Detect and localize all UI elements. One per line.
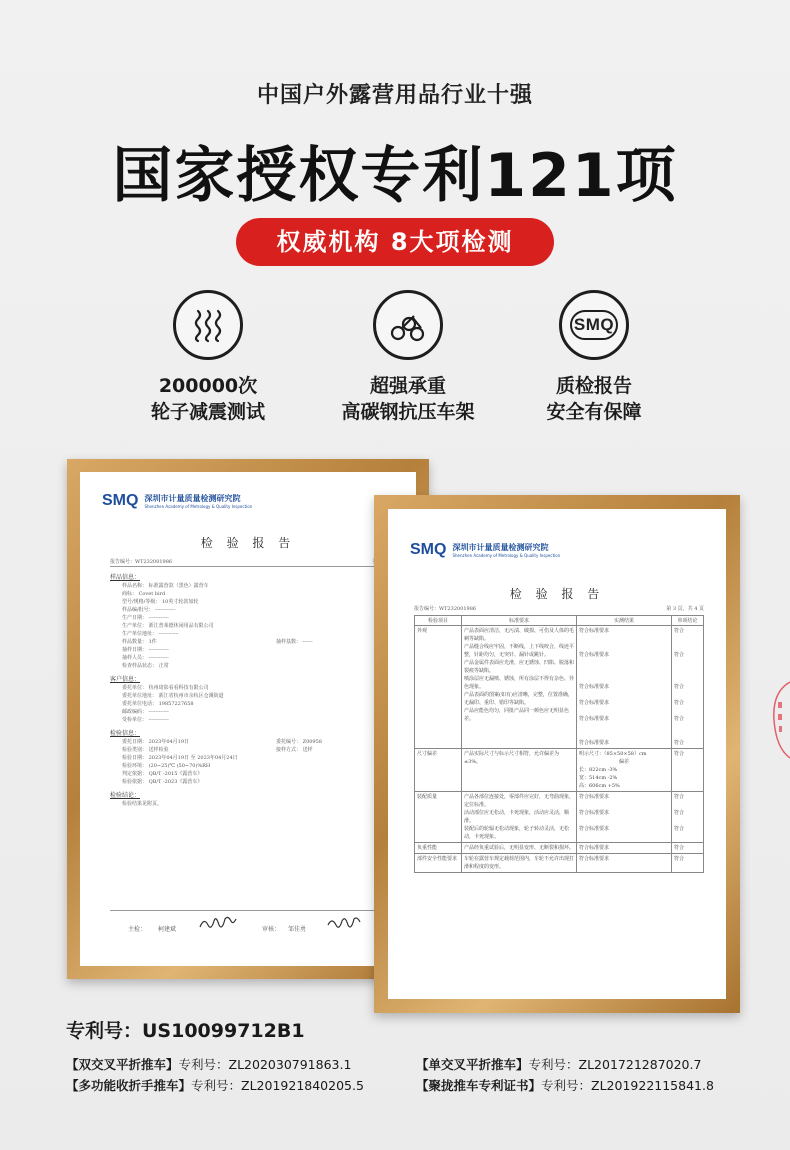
field: 样品数量： 1件 (122, 639, 157, 645)
table-cell: 产品表面的图案(如有)应清晰，完整，位置准确，无漏印、重印、错印等缺陷。 (464, 692, 573, 706)
patent-main: 专利号：US10099712B1 (66, 1020, 305, 1042)
table-cell: 符合标准要求 (579, 794, 610, 800)
patent-item (66, 1055, 351, 1073)
patent-item (416, 1055, 701, 1073)
table-cell: 符合 (674, 826, 685, 832)
table-cell: 产品各部位连接处，零部件应完好，无弯曲现象，定位标准。 (464, 794, 575, 808)
patent-name: 【双交叉平折推车】 (66, 1057, 179, 1072)
table-cell: 车轮在露营车规定载荷范围内，车轮不允许出现打滑和程度的变形。 (464, 856, 575, 870)
field: 接样方式： 送样 (276, 747, 313, 753)
certificate-frame-right (374, 495, 740, 1013)
table-cell: 装配质量 (415, 792, 462, 843)
field: 抽样人员： ------------ (122, 655, 169, 661)
table-cell: 长：822cm -3% (579, 767, 618, 773)
table-header: 单项结论 (672, 616, 704, 626)
feature-line1: 200000次 (158, 375, 258, 397)
page-number: 第 3 页，共 4 页 (666, 606, 704, 612)
institute-name-en: Shenzhen Academy of Metrology & Quality Inspection (452, 553, 561, 558)
approver-label: 主检： (128, 926, 147, 933)
patent-label: 专利号： (541, 1078, 592, 1093)
table-cell: 产品应能色均匀，同批产品同一颜色应无明显色差。 (464, 708, 570, 722)
table-header: 实测结果 (577, 616, 672, 626)
field: 抽样基数： ------ (276, 639, 313, 645)
table-cell: 高：606cm +5% (579, 783, 620, 789)
smq-logo: SMQ (102, 492, 139, 509)
section-client: 客户信息： (110, 676, 141, 683)
smq-logo: SMQ (410, 541, 447, 558)
table-cell: 产品金属件表面应光滑，应无锈蚀、凹陷、脱落和裂痕等缺陷。 (464, 660, 575, 674)
field: 检验日期： 2023年04月19日 至 2023年04月24日 (122, 755, 238, 761)
table-cell: 符合 (674, 751, 685, 757)
table-cell: 符合 (674, 794, 685, 800)
feature-line2: 安全有保障 (546, 401, 642, 423)
field: 样品编/批号： ------------ (122, 607, 176, 613)
field: 生产日期： ------------ (122, 615, 169, 621)
institute-name: 深圳市计量质量检测研究院 (452, 543, 549, 552)
patent-name: 【聚拢推车专利证书】 (416, 1078, 542, 1093)
reviewer-label: 审核： (262, 926, 281, 933)
smq-icon-text: SMQ (573, 315, 615, 334)
table-cell: 部件安全性能要求 (415, 854, 462, 873)
table-header: 标准要求 (462, 616, 577, 626)
field: 商标： Covet bird (122, 591, 166, 597)
table-cell: 产品表面应清洁，无污渍、破损、可伤及人体的毛刺等缺陷。 (464, 628, 575, 642)
table-cell: 符合 (674, 845, 685, 851)
field: 检查样品状态： 正常 (122, 663, 169, 669)
patent-label: 专利号： (178, 1057, 229, 1072)
feature-line2: 高碳钢抗压车架 (341, 401, 475, 423)
feature-line2: 轮子减震测试 (150, 401, 265, 423)
table-cell: 符合 (674, 700, 685, 706)
table-cell: 活动部位应无松动，卡死现象，活动应灵活，顺滑。 (464, 810, 570, 824)
patent-label: 专利号： (528, 1057, 579, 1072)
table-cell: 产品缝合线应牢固，不断线，上下线咬合，线迹平整，针距均匀，无突针、漏针或跳针。 (464, 644, 575, 658)
table-cell: 产品经负重试验后，无明显变形、无断裂和损坏。 (464, 845, 575, 851)
inspection-badge: 权威机构 8大项检测 (236, 218, 554, 266)
table-cell: 符合 (674, 652, 685, 658)
table-cell: 符合 (674, 740, 685, 746)
table-cell: 符合 (674, 628, 685, 634)
table-header: 检验项目 (415, 616, 462, 626)
feature-shock-test (98, 290, 318, 425)
table-cell: 符合标准要求 (579, 845, 610, 851)
table-cell: 符合标准要求 (579, 652, 610, 658)
table-cell: 符合 (674, 810, 685, 816)
results-table (414, 615, 704, 873)
institute-name-en: Shenzhen Academy of Metrology & Quality Inspection (144, 504, 253, 509)
table-cell: 符合标准要求 (579, 628, 610, 634)
field: 生产单位地址： ------------ (122, 631, 179, 637)
certificate-paper-right (388, 509, 726, 999)
reviewer-name: 邹佳勇 (288, 926, 307, 933)
field: 检验环境： (20~25)℃ (50~70)%RH (122, 763, 211, 769)
report-number: 报告编号：WT232001986 (414, 606, 477, 612)
table-row (415, 843, 704, 854)
signature-scribble (198, 915, 238, 933)
table-cell: 符合 (674, 716, 685, 722)
table-cell: 符合 (674, 684, 685, 690)
approver-name: 柯建斌 (158, 926, 177, 933)
field: 生产单位： 浙江普莱德休闲用品有限公司 (122, 623, 214, 629)
table-cell: 符合标准要求 (579, 810, 610, 816)
table-cell: 喷涂层应无漏喷、锈蚀，所有涂层不得有杂色、异色现象。 (464, 676, 575, 690)
field: 受检单位： ------------ (122, 717, 169, 723)
field: 委托编号： Z00958 (276, 739, 322, 745)
table-cell: 符合标准要求 (579, 716, 610, 722)
table-row (415, 854, 704, 873)
patent-name: 【多功能收折手推车】 (66, 1078, 192, 1093)
smq-badge-icon (559, 290, 629, 360)
field: 型号/规格/等级： 10英寸轮款加轮 (122, 599, 199, 605)
seal-stamp (770, 680, 790, 760)
report-header (102, 492, 252, 510)
field: 检验依据： QB/T -2023《露营车》 (122, 779, 203, 785)
table-row (415, 626, 704, 749)
field: 委托单位： 杭州琦影看看科技有限公司 (122, 685, 209, 691)
table-cell: 装配后的轮辐无松动现象，轮子转动灵活，无松动，卡死现象。 (464, 826, 570, 840)
table-cell: 偏差 (619, 759, 630, 765)
steel-tubes-icon (373, 290, 443, 360)
field: 检验结果见附页。 (122, 801, 163, 807)
table-cell: 明示尺寸：（85×50×58）cm (579, 751, 647, 757)
field: 邮政编码： ------------ (122, 709, 169, 715)
patent-number: ZL201922115841.8 (591, 1078, 714, 1093)
field: 检验类别： 送样检验 (122, 747, 169, 753)
table-cell: 产品实际尺寸与标示尺寸相符，允许偏差为±3%。 (464, 751, 560, 765)
table-cell: 符合标准要求 (579, 740, 610, 746)
patent-label: 专利号： (191, 1078, 242, 1093)
table-cell: 外观 (415, 626, 462, 749)
table-cell: 尺寸偏差 (415, 749, 462, 792)
feature-line1: 超强承重 (369, 375, 446, 397)
table-cell: 符合标准要求 (579, 684, 610, 690)
feature-quality-report (484, 290, 704, 425)
page-title: 国家授权专利121项 (112, 141, 678, 211)
patent-number: ZL201921840205.5 (241, 1078, 364, 1093)
patent-name: 【单交叉平折推车】 (416, 1057, 529, 1072)
table-cell: 符合标准要求 (579, 856, 610, 862)
table-cell: 符合标准要求 (579, 826, 610, 832)
report-header (410, 541, 560, 559)
field: 委托单位电话： 19857227658 (122, 701, 194, 707)
patent-number: ZL201721287020.7 (578, 1057, 702, 1072)
table-cell: 负重性能 (415, 843, 462, 854)
table-cell: 符合 (674, 856, 685, 862)
field: 委托日期： 2023年04月19日 (122, 739, 190, 745)
field: 抽样日期： ------------ (122, 647, 169, 653)
field: 委托单位地址： 浙江省杭州市余杭区仓溪街道 (122, 693, 224, 699)
field: 样品名称： 标准露营款（黑色）露营车 (122, 583, 209, 589)
table-row (415, 792, 704, 843)
section-conclusion: 检验结论： (110, 792, 141, 799)
institute-name: 深圳市计量质量检测研究院 (144, 494, 241, 503)
certificate-paper-left (80, 472, 416, 966)
wave-springs-icon (173, 290, 243, 360)
report-number: 报告编号：WT232001986 (110, 559, 173, 565)
feature-line1: 质检报告 (555, 375, 632, 397)
patent-item (416, 1076, 714, 1094)
report-title: 检 验 报 告 (200, 536, 296, 550)
patent-number: ZL202030791863.1 (228, 1057, 352, 1072)
table-row (415, 749, 704, 792)
subtitle: 中国户外露营用品行业十强 (256, 83, 533, 108)
section-sample: 样品信息： (110, 574, 141, 581)
signature-scribble (326, 915, 366, 933)
report-title: 检 验 报 告 (509, 587, 605, 601)
field: 判定依据： QB/T -2015《露营车》 (122, 771, 203, 777)
section-test: 检验信息： (110, 730, 141, 737)
table-cell: 符合标准要求 (579, 700, 610, 706)
table-cell: 宽：514cm -2% (579, 775, 618, 781)
patent-item (66, 1076, 364, 1094)
